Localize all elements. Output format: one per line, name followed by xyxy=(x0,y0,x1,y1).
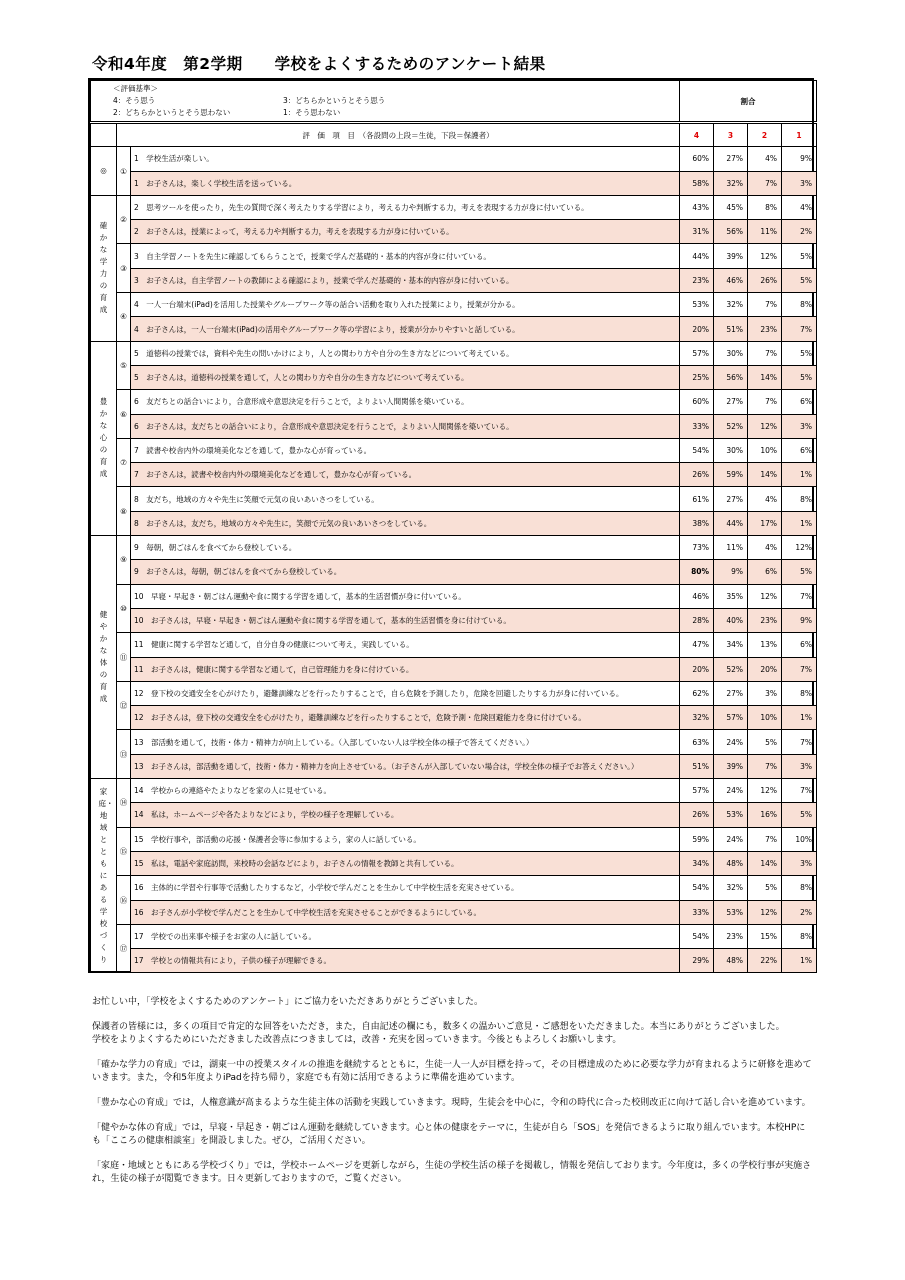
percent-cell: 32% xyxy=(714,876,748,900)
criteria-heading: ＜評価基準＞ xyxy=(113,84,158,93)
percent-cell: 51% xyxy=(680,754,714,778)
percent-cell: 7% xyxy=(748,827,782,851)
table-row xyxy=(91,390,817,414)
percent-cell: 27% xyxy=(714,147,748,171)
student-item: 16 主体的に学習や行事等で活動したりするなど，小学校で学んだことを生かして中学校生活を充実させている。 xyxy=(131,876,680,900)
percent-cell: 38% xyxy=(680,511,714,535)
student-item: 9 毎朝，朝ごはんを食べてから登校している。 xyxy=(131,536,680,560)
parent-item: 13 お子さんは，部活動を通して，技術・体力・精神力を向上させている。（お子さんが入部していない場合は，学校全体の様子でお答えください。） xyxy=(131,754,680,778)
student-item: 2 思考ツールを使ったり，先生の質問で深く考えたりする学習により，考える力や判断する力，考えを表現する力が身に付いている。 xyxy=(131,195,680,219)
percent-cell: 52% xyxy=(714,414,748,438)
parent-item: 5 お子さんは，道徳科の授業を通して，人との関わり方や自分の生き方などについて考えている。 xyxy=(131,365,680,389)
parent-item: 14 私は，ホームページや各たよりなどにより，学校の様子を理解している。 xyxy=(131,803,680,827)
table-row xyxy=(91,317,817,341)
percent-cell: 6% xyxy=(782,438,817,462)
percent-cell: 33% xyxy=(680,414,714,438)
percent-cell: 57% xyxy=(680,341,714,365)
percent-cell: 8% xyxy=(782,924,817,948)
percent-cell: 30% xyxy=(714,341,748,365)
percent-cell: 12% xyxy=(782,536,817,560)
percent-cell: 20% xyxy=(680,657,714,681)
table-row xyxy=(91,293,817,317)
note-paragraph: 「家庭・地域とともにある学校づくり」では，学校ホームページを更新しながら，生徒の学校生活の様子を掲載し，情報を発信しております。今年度は，多くの学校行事が実施され，生徒の様子が閲覧できます。日々更新しておりますので，ご覧ください。 xyxy=(92,1161,812,1184)
table-row xyxy=(91,803,817,827)
percent-cell: 44% xyxy=(714,511,748,535)
category-label: 健やかな体の育成 xyxy=(91,536,117,779)
ratio-header: 割合 xyxy=(680,81,817,123)
question-number: ③ xyxy=(117,244,131,293)
percent-cell: 24% xyxy=(714,779,748,803)
percent-cell: 51% xyxy=(714,317,748,341)
table-row xyxy=(91,584,817,608)
student-item: 4 一人一台端末(iPad)を活用した授業やグループワーク等の話合い活動を取り入れた授業により，授業が分かる。 xyxy=(131,293,680,317)
category-label: ◎ xyxy=(91,147,117,196)
question-number: ⑥ xyxy=(117,390,131,439)
percent-cell: 4% xyxy=(782,195,817,219)
percent-cell: 27% xyxy=(714,681,748,705)
percent-cell: 24% xyxy=(714,827,748,851)
student-item: 15 学校行事や，部活動の応援・保護者会等に参加するよう，家の人に話している。 xyxy=(131,827,680,851)
question-number: ⑪ xyxy=(117,633,131,682)
percent-cell: 10% xyxy=(782,827,817,851)
question-number: ⑨ xyxy=(117,536,131,585)
percent-cell: 7% xyxy=(782,584,817,608)
parent-item: 2 お子さんは，授業によって，考える力や判断する力，考えを表現する力が身に付いている。 xyxy=(131,220,680,244)
percent-cell: 16% xyxy=(748,803,782,827)
parent-item: 17 学校との情報共有により，子供の様子が理解できる。 xyxy=(131,949,680,973)
student-item: 13 部活動を通して，技術・体力・精神力が向上している。（入部していない人は学校全体の様子で答えてください。） xyxy=(131,730,680,754)
table-row xyxy=(91,949,817,973)
percent-cell: 56% xyxy=(714,365,748,389)
percent-cell: 4% xyxy=(748,487,782,511)
percent-cell: 1% xyxy=(782,511,817,535)
evaluation-criteria xyxy=(91,81,680,123)
question-number: ⑭ xyxy=(117,779,131,828)
table-row xyxy=(91,681,817,705)
percent-cell: 3% xyxy=(782,414,817,438)
percent-cell: 27% xyxy=(714,390,748,414)
percent-cell: 7% xyxy=(748,171,782,195)
category-label: 豊かな心の育成 xyxy=(91,341,117,535)
criteria-4: 4：そう思う xyxy=(113,96,156,105)
percent-cell: 11% xyxy=(714,536,748,560)
percent-cell: 5% xyxy=(782,365,817,389)
table-row xyxy=(91,827,817,851)
percent-cell: 7% xyxy=(748,293,782,317)
question-number: ④ xyxy=(117,293,131,342)
percent-cell: 14% xyxy=(748,463,782,487)
category-label: 家庭・地域とともにある学校づくり xyxy=(91,779,117,973)
percent-cell: 23% xyxy=(680,268,714,292)
percent-cell: 20% xyxy=(680,317,714,341)
question-number: ⑯ xyxy=(117,876,131,925)
percent-cell: 39% xyxy=(714,244,748,268)
table-row xyxy=(91,779,817,803)
question-number: ⑩ xyxy=(117,584,131,633)
percent-cell: 15% xyxy=(748,924,782,948)
percent-cell: 12% xyxy=(748,414,782,438)
percent-cell: 4% xyxy=(748,147,782,171)
table-row xyxy=(91,487,817,511)
percent-cell: 39% xyxy=(714,754,748,778)
question-number: ⑦ xyxy=(117,438,131,487)
percent-cell: 14% xyxy=(748,851,782,875)
note-paragraph: 「健やかな体の育成」では，早寝・早起き・朝ごはん運動を継続していきます。心と体の健康をテーマに，生徒が自ら「SOS」を発信できるように取り組んでいます。本校HPにも「こころの健康相談室」を開設しました。ぜひ，ご活用ください。 xyxy=(92,1123,806,1146)
percent-cell: 9% xyxy=(782,147,817,171)
percent-cell: 54% xyxy=(680,438,714,462)
percent-cell: 13% xyxy=(748,633,782,657)
percent-cell: 26% xyxy=(680,463,714,487)
note-paragraph: 「豊かな心の育成」では，人権意識が高まるような生徒主体の活動を実践していきます。現時，生徒会を中心に，令和の時代に合った校則改正に向けて話し合いを進めています。 xyxy=(92,1098,811,1108)
table-row xyxy=(91,220,817,244)
student-item: 6 友だちとの話合いにより，合意形成や意思決定を行うことで，よりよい人間関係を築いている。 xyxy=(131,390,680,414)
percent-cell: 62% xyxy=(680,681,714,705)
table-row xyxy=(91,268,817,292)
percent-cell: 9% xyxy=(714,560,748,584)
table-row xyxy=(91,147,817,171)
parent-item: 3 お子さんは，自主学習ノートの教師による確認により，授業で学んだ基礎的・基本的内容が身に付いている。 xyxy=(131,268,680,292)
percent-cell: 23% xyxy=(748,608,782,632)
percent-cell: 7% xyxy=(748,390,782,414)
student-item: 7 読書や校舎内外の環境美化などを通して，豊かな心が育っている。 xyxy=(131,438,680,462)
question-number: ⑬ xyxy=(117,730,131,779)
percent-cell: 44% xyxy=(680,244,714,268)
percent-cell: 57% xyxy=(680,779,714,803)
percent-cell: 53% xyxy=(714,803,748,827)
percent-cell: 5% xyxy=(782,244,817,268)
percent-cell: 25% xyxy=(680,365,714,389)
percent-cell: 5% xyxy=(748,730,782,754)
percent-cell: 45% xyxy=(714,195,748,219)
percent-cell: 12% xyxy=(748,779,782,803)
percent-cell: 80% xyxy=(680,560,714,584)
percent-cell: 60% xyxy=(680,390,714,414)
criteria-3: 3：どちらかというとそう思う xyxy=(283,96,386,105)
scale-1: 1 xyxy=(782,123,817,147)
question-number: ② xyxy=(117,195,131,244)
question-number: ⑫ xyxy=(117,681,131,730)
percent-cell: 28% xyxy=(680,608,714,632)
percent-cell: 7% xyxy=(748,754,782,778)
table-row xyxy=(91,900,817,924)
percent-cell: 7% xyxy=(748,341,782,365)
survey-results-table xyxy=(88,78,814,973)
percent-cell: 24% xyxy=(714,730,748,754)
percent-cell: 20% xyxy=(748,657,782,681)
parent-item: 1 お子さんは，楽しく学校生活を送っている。 xyxy=(131,171,680,195)
table-row xyxy=(91,633,817,657)
parent-item: 15 私は，電話や家庭訪問，来校時の会話などにより，お子さんの情報を教師と共有している。 xyxy=(131,851,680,875)
percent-cell: 29% xyxy=(680,949,714,973)
table-row xyxy=(91,511,817,535)
percent-cell: 5% xyxy=(782,268,817,292)
table-row xyxy=(91,851,817,875)
table-row xyxy=(91,560,817,584)
percent-cell: 5% xyxy=(782,560,817,584)
percent-cell: 34% xyxy=(680,851,714,875)
percent-cell: 9% xyxy=(782,608,817,632)
percent-cell: 54% xyxy=(680,876,714,900)
percent-cell: 35% xyxy=(714,584,748,608)
table-row xyxy=(91,341,817,365)
percent-cell: 32% xyxy=(680,706,714,730)
percent-cell: 1% xyxy=(782,463,817,487)
student-item: 1 学校生活が楽しい。 xyxy=(131,147,680,171)
percent-cell: 26% xyxy=(748,268,782,292)
category-label: 確かな学力の育成 xyxy=(91,195,117,341)
percent-cell: 53% xyxy=(714,900,748,924)
percent-cell: 3% xyxy=(782,754,817,778)
percent-cell: 3% xyxy=(748,681,782,705)
percent-cell: 58% xyxy=(680,171,714,195)
percent-cell: 63% xyxy=(680,730,714,754)
table-row xyxy=(91,730,817,754)
note-paragraph: 保護者の皆様には，多くの項目で肯定的な回答をいただき，また，自由記述の欄にも，数多くの温かいご意見・ご感想をいただきました。本当にありがとうございました。 学校をよりよくするためにいただきました改善点につきましては，改善・充実を図っていきます。今後ともよろしくお願いします。 xyxy=(92,1022,785,1045)
percent-cell: 34% xyxy=(714,633,748,657)
blank-cell xyxy=(91,123,117,147)
percent-cell: 7% xyxy=(782,730,817,754)
percent-cell: 60% xyxy=(680,147,714,171)
table-row xyxy=(91,171,817,195)
column-header: 評 価 項 目 （各設問の上段＝生徒，下段＝保護者） xyxy=(117,123,680,147)
percent-cell: 43% xyxy=(680,195,714,219)
percent-cell: 10% xyxy=(748,438,782,462)
scale-2: 2 xyxy=(748,123,782,147)
parent-item: 9 お子さんは，毎朝，朝ごはんを食べてから登校している。 xyxy=(131,560,680,584)
percent-cell: 52% xyxy=(714,657,748,681)
percent-cell: 46% xyxy=(680,584,714,608)
percent-cell: 5% xyxy=(748,876,782,900)
percent-cell: 8% xyxy=(782,487,817,511)
percent-cell: 30% xyxy=(714,438,748,462)
percent-cell: 6% xyxy=(782,633,817,657)
percent-cell: 10% xyxy=(748,706,782,730)
percent-cell: 57% xyxy=(714,706,748,730)
percent-cell: 48% xyxy=(714,949,748,973)
table-row xyxy=(91,876,817,900)
percent-cell: 32% xyxy=(714,293,748,317)
percent-cell: 23% xyxy=(748,317,782,341)
percent-cell: 32% xyxy=(714,171,748,195)
percent-cell: 8% xyxy=(782,876,817,900)
percent-cell: 1% xyxy=(782,706,817,730)
parent-item: 6 お子さんは，友だちとの話合いにより，合意形成や意思決定を行うことで，よりよい人間関係を築いている。 xyxy=(131,414,680,438)
table-row xyxy=(91,244,817,268)
question-number: ⑧ xyxy=(117,487,131,536)
parent-item: 16 お子さんが小学校で学んだことを生かして中学校生活を充実させることができるようにしている。 xyxy=(131,900,680,924)
table-row xyxy=(91,365,817,389)
percent-cell: 53% xyxy=(680,293,714,317)
parent-item: 8 お子さんは，友だち，地域の方々や先生に，笑顔で元気の良いあいさつをしている。 xyxy=(131,511,680,535)
question-number: ⑰ xyxy=(117,924,131,973)
note-paragraph: お忙しい中，「学校をよくするためのアンケート」にご協力をいただきありがとうございました。 xyxy=(92,997,483,1007)
closing-notes xyxy=(92,996,812,1198)
percent-cell: 8% xyxy=(748,195,782,219)
percent-cell: 7% xyxy=(782,317,817,341)
student-item: 14 学校からの連絡やたよりなどを家の人に見せている。 xyxy=(131,779,680,803)
percent-cell: 6% xyxy=(748,560,782,584)
percent-cell: 5% xyxy=(782,341,817,365)
percent-cell: 8% xyxy=(782,681,817,705)
percent-cell: 2% xyxy=(782,220,817,244)
percent-cell: 11% xyxy=(748,220,782,244)
parent-item: 12 お子さんは，登下校の交通安全を心がけたり，避難訓練などを行ったりすることで，危険予測・危険回避能力を身に付けている。 xyxy=(131,706,680,730)
percent-cell: 17% xyxy=(748,511,782,535)
percent-cell: 46% xyxy=(714,268,748,292)
percent-cell: 3% xyxy=(782,851,817,875)
percent-cell: 47% xyxy=(680,633,714,657)
table-row xyxy=(91,608,817,632)
percent-cell: 2% xyxy=(782,900,817,924)
student-item: 3 自主学習ノートを先生に確認してもらうことで，授業で学んだ基礎的・基本的内容が身に付いている。 xyxy=(131,244,680,268)
parent-item: 4 お子さんは，一人一台端末(iPad)の活用やグループワーク等の学習により，授業が分かりやすいと話している。 xyxy=(131,317,680,341)
table-row xyxy=(91,463,817,487)
percent-cell: 59% xyxy=(714,463,748,487)
parent-item: 11 お子さんは，健康に関する学習など通して，自己管理能力を身に付けている。 xyxy=(131,657,680,681)
parent-item: 7 お子さんは，読書や校舎内外の環境美化などを通して，豊かな心が育っている。 xyxy=(131,463,680,487)
percent-cell: 4% xyxy=(748,536,782,560)
percent-cell: 1% xyxy=(782,949,817,973)
percent-cell: 5% xyxy=(782,803,817,827)
percent-cell: 12% xyxy=(748,584,782,608)
table-row xyxy=(91,924,817,948)
percent-cell: 7% xyxy=(782,779,817,803)
table-row xyxy=(91,536,817,560)
student-item: 12 登下校の交通安全を心がけたり，避難訓練などを行ったりすることで，自ら危険を予測したり，危険を回避したりする力が身に付いている。 xyxy=(131,681,680,705)
percent-cell: 48% xyxy=(714,851,748,875)
percent-cell: 8% xyxy=(782,293,817,317)
question-number: ⑮ xyxy=(117,827,131,876)
percent-cell: 56% xyxy=(714,220,748,244)
percent-cell: 73% xyxy=(680,536,714,560)
student-item: 8 友だち，地域の方々や先生に笑顔で元気の良いあいさつをしている。 xyxy=(131,487,680,511)
percent-cell: 54% xyxy=(680,924,714,948)
percent-cell: 40% xyxy=(714,608,748,632)
table-row xyxy=(91,414,817,438)
criteria-2: 2：どちらかというとそう思わない xyxy=(113,108,231,117)
percent-cell: 27% xyxy=(714,487,748,511)
criteria-1: 1：そう思わない xyxy=(283,108,341,117)
page-title: 令和4年度 第2学期 学校をよくするためのアンケート結果 xyxy=(92,55,546,73)
scale-3: 3 xyxy=(714,123,748,147)
table-row xyxy=(91,706,817,730)
percent-cell: 31% xyxy=(680,220,714,244)
percent-cell: 6% xyxy=(782,390,817,414)
scale-4: 4 xyxy=(680,123,714,147)
student-item: 17 学校での出来事や様子をお家の人に話している。 xyxy=(131,924,680,948)
table-row xyxy=(91,754,817,778)
percent-cell: 7% xyxy=(782,657,817,681)
table-row xyxy=(91,438,817,462)
table-row xyxy=(91,195,817,219)
percent-cell: 26% xyxy=(680,803,714,827)
student-item: 11 健康に関する学習など通して，自分自身の健康について考え，実践している。 xyxy=(131,633,680,657)
question-number: ① xyxy=(117,147,131,196)
percent-cell: 12% xyxy=(748,900,782,924)
percent-cell: 14% xyxy=(748,365,782,389)
parent-item: 10 お子さんは，早寝・早起き・朝ごはん運動や食に関する学習を通して，基本的生活習慣を身に付けている。 xyxy=(131,608,680,632)
percent-cell: 22% xyxy=(748,949,782,973)
table-row xyxy=(91,657,817,681)
student-item: 10 早寝・早起き・朝ごはん運動や食に関する学習を通して，基本的生活習慣が身に付いている。 xyxy=(131,584,680,608)
student-item: 5 道徳科の授業では，資料や先生の問いかけにより，人との関わり方や自分の生き方などについて考えている。 xyxy=(131,341,680,365)
percent-cell: 33% xyxy=(680,900,714,924)
percent-cell: 12% xyxy=(748,244,782,268)
percent-cell: 59% xyxy=(680,827,714,851)
note-paragraph: 「確かな学力の育成」では，湖東一中の授業スタイルの推進を継続するとともに，生徒一人一人が目標を持って，その目標達成のために必要な学力が育まれるように研修を進めていきます。また，令和5年度よりiPadを持ち帰り，家庭でも有効に活用できるように準備を進めています。 xyxy=(92,1060,812,1083)
percent-cell: 61% xyxy=(680,487,714,511)
percent-cell: 3% xyxy=(782,171,817,195)
question-number: ⑤ xyxy=(117,341,131,390)
percent-cell: 23% xyxy=(714,924,748,948)
